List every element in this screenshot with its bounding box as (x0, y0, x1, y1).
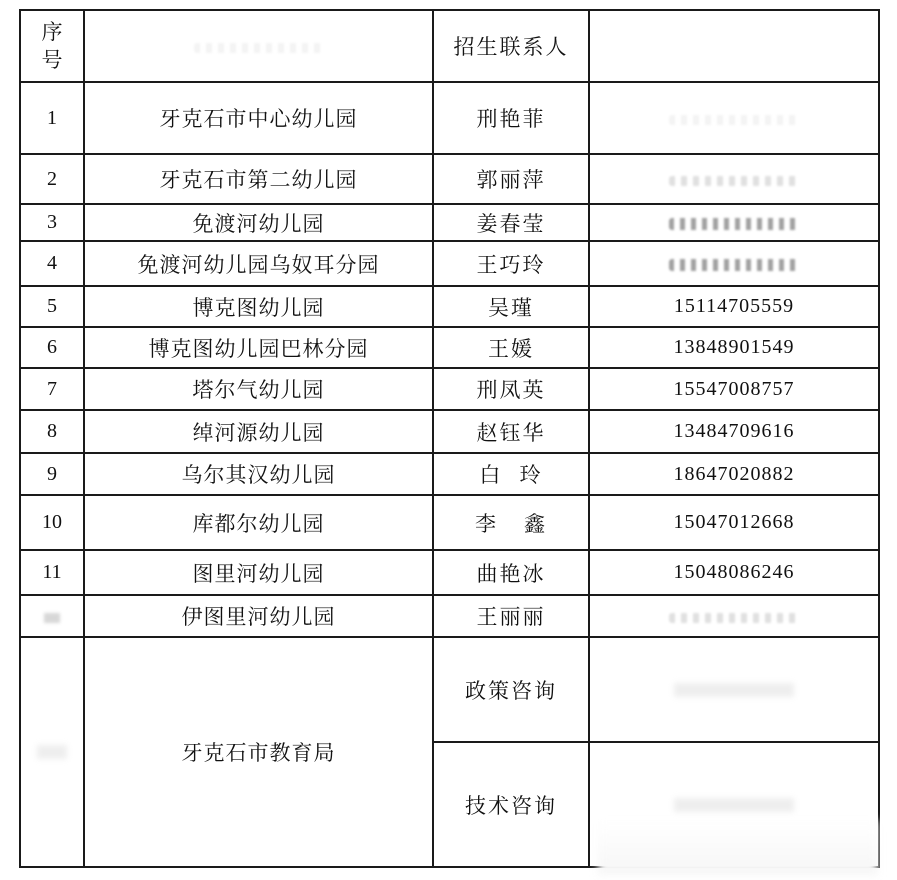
contact-name: 王媛 (433, 327, 589, 368)
kindergarten-name: 伊图里河幼儿园 (84, 595, 433, 637)
row-index: 2 (20, 154, 84, 204)
contact-name: 姜春莹 (433, 204, 589, 241)
redacted-phone (669, 115, 799, 125)
phone-cell (589, 204, 879, 241)
policy-consult-label: 政策咨询 (433, 637, 589, 742)
redacted-header (194, 43, 324, 53)
bureau-index-cell (20, 637, 84, 867)
kindergarten-name: 免渡河幼儿园乌奴耳分园 (84, 241, 433, 286)
phone-number: 13484709616 (589, 410, 879, 453)
phone-number: 18647020882 (589, 453, 879, 495)
table-row (20, 154, 879, 204)
contact-name: 王丽丽 (433, 595, 589, 637)
bureau-name: 牙克石市教育局 (84, 637, 433, 867)
phone-number: 15547008757 (589, 368, 879, 410)
table-row (20, 204, 879, 241)
contact-name: 赵钰华 (433, 410, 589, 453)
scan-edge-shadow (598, 820, 878, 875)
row-index: 4 (20, 241, 84, 286)
redacted-phone (669, 218, 799, 230)
contact-name: 刑艳菲 (433, 82, 589, 154)
table-row (20, 595, 879, 637)
contact-name: 白 玲 (433, 453, 589, 495)
row-index: 7 (20, 368, 84, 410)
phone-number: 13848901549 (589, 327, 879, 368)
header-index-label-top: 序 (41, 19, 63, 44)
redacted-phone (674, 683, 794, 697)
contact-name: 王巧玲 (433, 241, 589, 286)
redacted-phone (674, 798, 794, 812)
contact-name: 郭丽萍 (433, 154, 589, 204)
row-index: 10 (20, 495, 84, 550)
row-index: 9 (20, 453, 84, 495)
redacted-index (44, 613, 60, 623)
phone-number: 15114705559 (589, 286, 879, 327)
contact-name: 刑凤英 (433, 368, 589, 410)
kindergarten-name: 乌尔其汉幼儿园 (84, 453, 433, 495)
redacted-phone (669, 613, 799, 623)
table-row (20, 550, 879, 595)
phone-cell (589, 595, 879, 637)
phone-cell (589, 82, 879, 154)
table-row (20, 410, 879, 453)
table-row (20, 82, 879, 154)
header-phone-cell (589, 10, 879, 82)
row-index: 1 (20, 82, 84, 154)
phone-number: 15047012668 (589, 495, 879, 550)
phone-number: 15048086246 (589, 550, 879, 595)
row-index: 6 (20, 327, 84, 368)
row-index-cell (20, 595, 84, 637)
header-index-cell (20, 10, 84, 82)
table-row (20, 495, 879, 550)
kindergarten-name: 图里河幼儿园 (84, 550, 433, 595)
policy-phone-cell (589, 637, 879, 742)
phone-cell (589, 154, 879, 204)
table-row (20, 286, 879, 327)
contact-name: 李 鑫 (433, 495, 589, 550)
redacted-index (37, 745, 67, 759)
table-row (20, 327, 879, 368)
kindergarten-name: 库都尔幼儿园 (84, 495, 433, 550)
row-index: 8 (20, 410, 84, 453)
tech-consult-label: 技术咨询 (433, 742, 589, 867)
kindergarten-name: 塔尔气幼儿园 (84, 368, 433, 410)
contact-name: 吴瑾 (433, 286, 589, 327)
table-row (20, 453, 879, 495)
row-index: 3 (20, 204, 84, 241)
header-contact-label: 招生联系人 (433, 10, 589, 82)
contact-name: 曲艳冰 (433, 550, 589, 595)
kindergarten-name: 博克图幼儿园巴林分园 (84, 327, 433, 368)
header-name-cell (84, 10, 433, 82)
row-index: 5 (20, 286, 84, 327)
kindergarten-name: 牙克石市中心幼儿园 (84, 82, 433, 154)
kindergarten-contact-table (19, 9, 880, 868)
table-header-row (20, 10, 879, 82)
kindergarten-name: 免渡河幼儿园 (84, 204, 433, 241)
kindergarten-name: 博克图幼儿园 (84, 286, 433, 327)
row-index: 11 (20, 550, 84, 595)
table-row (20, 241, 879, 286)
bureau-row-policy (20, 637, 879, 742)
kindergarten-name: 牙克石市第二幼儿园 (84, 154, 433, 204)
phone-cell (589, 241, 879, 286)
table-row (20, 368, 879, 410)
kindergarten-name: 绰河源幼儿园 (84, 410, 433, 453)
redacted-phone (669, 176, 799, 186)
header-index-label-bottom: 号 (41, 48, 63, 72)
redacted-phone (669, 259, 799, 271)
